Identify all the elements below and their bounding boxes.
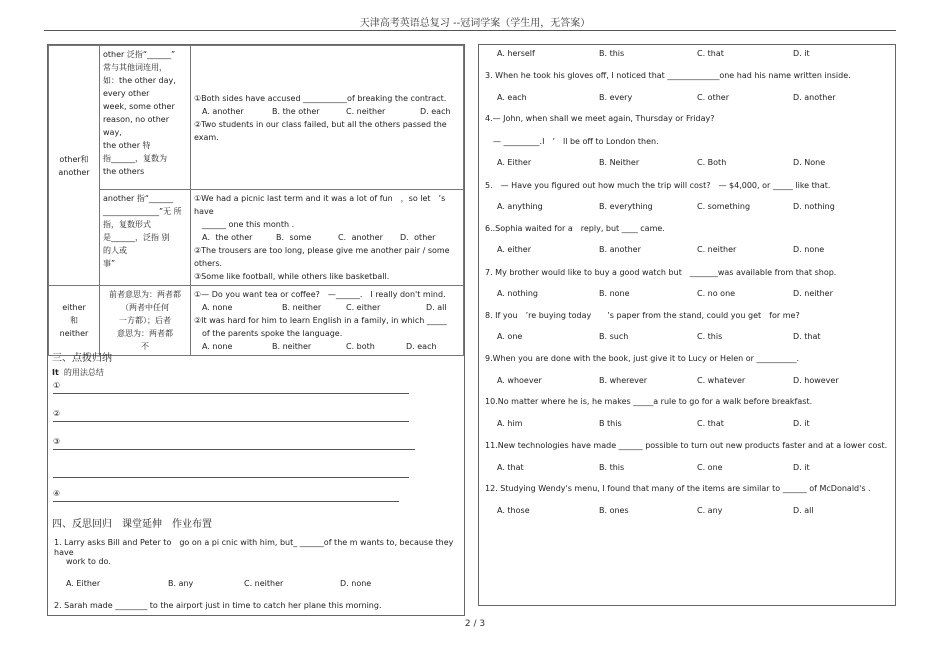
option: B. neither (272, 342, 312, 351)
option: C. whatever (697, 375, 746, 385)
question: 10.No matter where he is, he makes _____a rule to go for a walk before breakfast. (485, 397, 813, 406)
option: B. every (599, 92, 633, 102)
option: A. another (202, 106, 244, 116)
option: B. any (168, 579, 194, 588)
option: B. none (599, 288, 630, 298)
question: 9.When you are done with the book, just give it to Lucy or Helen or __________. (485, 353, 800, 363)
option: C. that (697, 49, 724, 58)
option: D. none (793, 245, 825, 254)
option: A. none (202, 342, 233, 351)
left-column (47, 44, 465, 616)
example-line: ②The trousers are too long, please give me another pair / some others. (194, 246, 450, 268)
option: D. all (793, 506, 814, 515)
option: B. the other (272, 106, 320, 116)
subtitle-bold: It (52, 368, 59, 377)
subtitle-text: 的用法总结 (63, 368, 104, 377)
option: D．other (400, 233, 436, 242)
option: C. neither (346, 106, 386, 116)
page-header: 天津高考英语总复习 --冠词学案（学生用，无答案） (359, 18, 591, 29)
option: C. Both (697, 158, 727, 167)
option: A. him (497, 419, 523, 428)
option: A. whoever (497, 375, 542, 385)
rule-line: every other (103, 89, 150, 98)
rule-line: the other 特 (103, 141, 151, 150)
option: B. this (599, 49, 625, 58)
rule-line: the others (103, 167, 145, 176)
option: C. no one (697, 288, 736, 298)
summary-line-1[interactable]: ① (53, 381, 409, 394)
option: D. it (793, 462, 810, 472)
summary-line-2[interactable]: ② (53, 409, 409, 422)
option: A. that (497, 462, 524, 472)
option: B. another (599, 245, 641, 254)
section3-title: 三、点拨归纳 (52, 353, 112, 364)
option: A. those (497, 506, 530, 515)
word-cell-either-neither (49, 286, 100, 356)
word-label: either (62, 303, 86, 312)
question-1-cont: work to do. (66, 557, 111, 566)
rule-line: reason, no other (103, 115, 169, 124)
option: D. it (793, 49, 810, 58)
option: C. neither (697, 245, 737, 254)
option: C. this (697, 332, 723, 341)
option: D. each (406, 342, 437, 351)
rule-line: other 泛指“______” (103, 50, 176, 59)
example-either-neither (191, 286, 464, 356)
rule-line: （两者中任何 (121, 303, 169, 312)
option: D. that (793, 332, 821, 341)
example-options (194, 231, 460, 244)
option: C. neither (244, 579, 284, 588)
option: D. all (426, 303, 447, 312)
rule-either-neither (100, 286, 191, 356)
option: A. none (202, 303, 233, 312)
option: C. both (346, 342, 375, 351)
rule-line: 指，复数形式 (103, 220, 151, 229)
example-line: ②Two students in our class failed, but all the others passed the exam. (194, 119, 447, 142)
option: D. each (420, 106, 451, 116)
summary-line-3[interactable]: ③ (53, 437, 415, 450)
question: 12. Studying Wendy's menu, I found that many of the items are similar to ______ of McDonald's . (485, 484, 871, 493)
page-number: 2 / 3 (464, 619, 486, 629)
option: D. it (793, 419, 810, 428)
question: 5. — Have you figured out how much the trip will cost? — $4,000, or _____ like that. (485, 180, 831, 190)
option: D. None (793, 158, 826, 167)
question-cont: — _________.I ’ ll be off to London then. (493, 137, 659, 146)
word-cell-other-another (49, 46, 100, 286)
rule-another (100, 190, 191, 286)
example-line: ______ one this month . (202, 220, 295, 229)
question-2: 2. Sarah made ________ to the airport just in time to catch her plane this morning. (54, 601, 382, 610)
example-line: ③Some like football, while others like basketball. (194, 272, 390, 281)
example-options (194, 340, 460, 353)
question-1: 1. Larry asks Bill and Peter to go on a pi cnic with him, but_ ______of the m wants to, because they have (54, 538, 454, 557)
rule-line: 前者意思为：两者都 (109, 290, 181, 299)
option: A. one (497, 332, 523, 341)
option: B. neither (282, 303, 322, 312)
rule-line: 如：the other day, (103, 76, 176, 85)
rule-other (100, 46, 191, 190)
option: B. Neither (599, 158, 640, 167)
option: D. none (340, 579, 372, 588)
option: D. another (793, 92, 836, 102)
option: A. Either (497, 158, 532, 167)
option: A. Either (66, 579, 101, 588)
example-line: ①We had a picnic last term and it was a lot of fun ，so let ’s have (194, 194, 446, 216)
option: A. either (497, 245, 531, 254)
rule-line: week, some other (103, 102, 175, 111)
option: C．another (338, 233, 383, 242)
rule-line: 一方都）；后者 (119, 316, 171, 325)
question: 7. My brother would like to buy a good watch but _______was available from that shop. (485, 267, 837, 277)
option: C. one (697, 462, 723, 472)
option: A. each (497, 92, 527, 102)
example-other (191, 46, 464, 190)
option: A. herself (497, 49, 535, 58)
example-options (194, 301, 460, 314)
rule-line: 指______，复数为 (103, 154, 167, 163)
option: B. wherever (599, 375, 648, 385)
option: B. such (599, 332, 629, 341)
option: B. everything (599, 201, 653, 211)
option: C. either (346, 303, 381, 312)
option: B．some (276, 233, 312, 242)
example-another (191, 190, 464, 286)
summary-line-blank[interactable] (53, 465, 409, 478)
option: C. that (697, 419, 724, 428)
question: 11.New technologies have made ______ possible to turn out new products faster and at a lower cost. (485, 440, 888, 450)
example-line: of the parents spoke the language. (202, 329, 343, 338)
example-line: ①Both sides have accused ___________of breaking the contract. (194, 93, 447, 103)
option: B. ones (599, 506, 629, 515)
grammar-table (48, 45, 464, 356)
rule-line: way, (103, 128, 122, 137)
option: C. other (697, 92, 729, 102)
option: C. something (697, 201, 751, 211)
option: D. neither (793, 288, 833, 298)
example-line: ②It was hard for him to learn English in a family, in which _____ (194, 316, 447, 325)
option: A. nothing (497, 288, 538, 298)
rule-line: another 指“______ (103, 194, 173, 203)
rule-line: 的人或 (103, 246, 127, 255)
option: A. anything (497, 201, 543, 211)
section4-title: 四、反思回归 课堂延伸 作业布置 (52, 519, 212, 530)
summary-line-4[interactable]: ④ (53, 489, 399, 502)
rule-line: ______________”无 所 (103, 207, 182, 216)
question: 3. When he took his gloves off, I noticed that _____________one had his name written inside. (485, 70, 851, 80)
word-label: 和 (70, 316, 78, 325)
rule-line: 是______，泛指 别 (103, 233, 170, 242)
example-line: ①— Do you want tea or coffee? —______. I really don't mind. (194, 290, 446, 299)
rule-line: 常与其他词连用， (103, 63, 167, 72)
rule-line: 意思为：两者都 (117, 329, 173, 338)
option: D. however (793, 375, 839, 385)
section3-subtitle (52, 367, 104, 378)
word-label: other和another (58, 154, 90, 177)
word-label: neither (59, 329, 89, 338)
right-column (478, 44, 896, 606)
option: D. nothing (793, 201, 835, 211)
option: A．the other (202, 233, 253, 242)
rule-line: 事” (103, 259, 116, 268)
question: 8. If you ’re buying today ’s paper from the stand, could you get for me? (485, 311, 800, 320)
option: B this (599, 419, 622, 428)
question: 6..Sophia waited for a reply, but ____ came. (485, 224, 665, 233)
example-options (194, 105, 460, 118)
header-rule (44, 30, 896, 31)
question: 4.— John, when shall we meet again, Thursday or Friday? (485, 114, 715, 123)
option: B. this (599, 462, 625, 472)
option: C. any (697, 506, 723, 515)
rule-line: 不 (141, 342, 149, 351)
